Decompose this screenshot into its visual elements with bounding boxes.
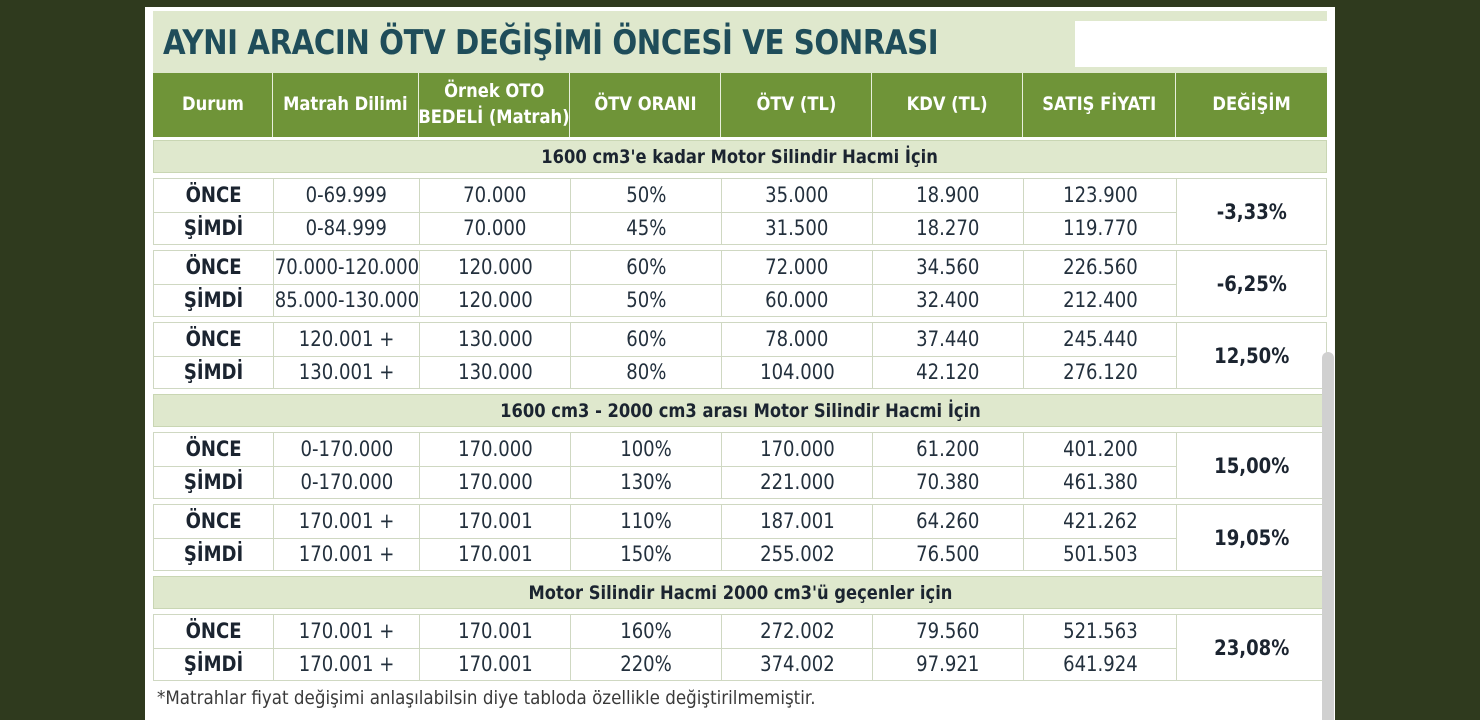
- table-row: [154, 356, 1177, 389]
- cell-otv-orani: 220%: [571, 649, 722, 681]
- cell-kdv-tl: 18.270: [873, 213, 1024, 245]
- cell-kdv-tl: 70.380: [873, 467, 1024, 499]
- header-kdv-tl: KDV (TL): [872, 73, 1023, 137]
- header-durum: Durum: [153, 73, 273, 137]
- cell-satis-fiyati: 245.440: [1024, 323, 1177, 356]
- cell-satis-fiyati: 276.120: [1024, 357, 1177, 389]
- cell-otv-orani: 50%: [571, 285, 722, 317]
- cell-durum: ŞİMDİ: [154, 467, 274, 499]
- comparison-group: [153, 504, 1327, 571]
- cell-matrah-dilimi: 130.001 +: [274, 357, 420, 389]
- cell-satis-fiyati: 226.560: [1024, 251, 1177, 284]
- cell-otv-tl: 221.000: [722, 467, 873, 499]
- cell-matrah-dilimi: 170.001 +: [274, 505, 420, 538]
- section-title: 1600 cm3'e kadar Motor Silindir Hacmi İçin: [541, 145, 939, 168]
- cell-durum: ŞİMDİ: [154, 357, 274, 389]
- cell-otv-tl: 35.000: [722, 179, 873, 212]
- title-bar: [153, 11, 1327, 73]
- cell-ornek-bedel: 130.000: [420, 323, 571, 356]
- cell-kdv-tl: 32.400: [873, 285, 1024, 317]
- cell-satis-fiyati: 461.380: [1024, 467, 1177, 499]
- cell-kdv-tl: 97.921: [873, 649, 1024, 681]
- cell-kdv-tl: 42.120: [873, 357, 1024, 389]
- comparison-group: [153, 250, 1327, 317]
- section-title: Motor Silindir Hacmi 2000 cm3'ü geçenler için: [528, 581, 952, 604]
- cell-otv-orani: 110%: [571, 505, 722, 538]
- cell-otv-orani: 50%: [571, 179, 722, 212]
- cell-durum: ÖNCE: [154, 615, 274, 648]
- cell-satis-fiyati: 421.262: [1024, 505, 1177, 538]
- cell-matrah-dilimi: 0-84.999: [274, 213, 420, 245]
- cell-kdv-tl: 34.560: [873, 251, 1024, 284]
- cell-matrah-dilimi: 170.001 +: [274, 649, 420, 681]
- cell-satis-fiyati: 212.400: [1024, 285, 1177, 317]
- section-header: [153, 140, 1327, 173]
- comparison-group: [153, 322, 1327, 389]
- cell-ornek-bedel: 120.000: [420, 285, 571, 317]
- table-header: [153, 73, 1327, 137]
- cell-otv-tl: 272.002: [722, 615, 873, 648]
- cell-ornek-bedel: 170.001: [420, 539, 571, 571]
- cell-degisim: 15,00%: [1213, 453, 1290, 478]
- header-ornek-oto-bedeli: [419, 73, 570, 137]
- header-ornek-line2: BEDELİ (Matrah): [418, 106, 570, 128]
- cell-durum: ŞİMDİ: [154, 539, 274, 571]
- cell-degisim: 12,50%: [1213, 343, 1290, 368]
- table-row: [154, 433, 1177, 466]
- cell-kdv-tl: 18.900: [873, 179, 1024, 212]
- cell-otv-orani: 60%: [571, 323, 722, 356]
- cell-matrah-dilimi: 170.001 +: [274, 615, 420, 648]
- cell-otv-orani: 80%: [571, 357, 722, 389]
- cell-durum: ÖNCE: [154, 251, 274, 284]
- cell-degisim: 23,08%: [1213, 635, 1290, 660]
- header-otv-tl: ÖTV (TL): [721, 73, 872, 137]
- cell-satis-fiyati: 501.503: [1024, 539, 1177, 571]
- cell-otv-orani: 150%: [571, 539, 722, 571]
- section-header: [153, 394, 1327, 427]
- header-matrah-dilimi: Matrah Dilimi: [273, 73, 419, 137]
- cell-otv-tl: 255.002: [722, 539, 873, 571]
- cell-matrah-dilimi: 120.001 +: [274, 323, 420, 356]
- cell-kdv-tl: 76.500: [873, 539, 1024, 571]
- cell-ornek-bedel: 70.000: [420, 179, 571, 212]
- cell-durum: ÖNCE: [154, 505, 274, 538]
- cell-matrah-dilimi: 85.000-130.000: [274, 285, 420, 317]
- table-card: [145, 7, 1335, 720]
- scrollbar[interactable]: [1322, 352, 1334, 720]
- cell-otv-tl: 60.000: [722, 285, 873, 317]
- footnote: *Matrahlar fiyat değişimi anlaşılabilsin diye tabloda özellikle değiştirilmemiştir.: [157, 687, 816, 709]
- cell-ornek-bedel: 170.000: [420, 433, 571, 466]
- cell-durum: ÖNCE: [154, 179, 274, 212]
- cell-matrah-dilimi: 0-170.000: [274, 467, 420, 499]
- cell-satis-fiyati: 401.200: [1024, 433, 1177, 466]
- comparison-group: [153, 432, 1327, 499]
- cell-ornek-bedel: 120.000: [420, 251, 571, 284]
- cell-durum: ÖNCE: [154, 433, 274, 466]
- cell-satis-fiyati: 123.900: [1024, 179, 1177, 212]
- cell-otv-orani: 160%: [571, 615, 722, 648]
- page-title: AYNI ARACIN ÖTV DEĞİŞİMİ ÖNCESİ VE SONRASI: [163, 23, 939, 63]
- cell-ornek-bedel: 170.001: [420, 649, 571, 681]
- cell-degisim: -3,33%: [1216, 199, 1287, 224]
- table-row: [154, 179, 1177, 212]
- cell-ornek-bedel: 170.001: [420, 615, 571, 648]
- cell-otv-tl: 78.000: [722, 323, 873, 356]
- cell-kdv-tl: 61.200: [873, 433, 1024, 466]
- table-row: [154, 323, 1177, 356]
- cell-matrah-dilimi: 70.000-120.000: [274, 251, 420, 284]
- cell-kdv-tl: 79.560: [873, 615, 1024, 648]
- cell-otv-tl: 374.002: [722, 649, 873, 681]
- cell-ornek-bedel: 170.001: [420, 505, 571, 538]
- table-row: [154, 615, 1177, 648]
- cell-otv-orani: 60%: [571, 251, 722, 284]
- cell-kdv-tl: 64.260: [873, 505, 1024, 538]
- cell-matrah-dilimi: 0-69.999: [274, 179, 420, 212]
- table-row: [154, 648, 1177, 681]
- cell-otv-orani: 130%: [571, 467, 722, 499]
- cell-degisim: 19,05%: [1213, 525, 1290, 550]
- cell-durum: ŞİMDİ: [154, 285, 274, 317]
- header-ornek-line1: Örnek OTO: [443, 80, 545, 103]
- cell-otv-tl: 31.500: [722, 213, 873, 245]
- cell-otv-tl: 72.000: [722, 251, 873, 284]
- header-satis-fiyati: SATIŞ FİYATI: [1023, 73, 1176, 137]
- cell-otv-tl: 170.000: [722, 433, 873, 466]
- cell-durum: ŞİMDİ: [154, 649, 274, 681]
- comparison-group: [153, 614, 1327, 681]
- cell-ornek-bedel: 170.000: [420, 467, 571, 499]
- header-degisim: DEĞİŞİM: [1212, 93, 1291, 116]
- table-row: [154, 538, 1177, 571]
- cell-otv-orani: 100%: [571, 433, 722, 466]
- table-row: [154, 251, 1177, 284]
- cell-kdv-tl: 37.440: [873, 323, 1024, 356]
- cell-satis-fiyati: 521.563: [1024, 615, 1177, 648]
- comparison-group: [153, 178, 1327, 245]
- cell-matrah-dilimi: 170.001 +: [274, 539, 420, 571]
- table-row: [154, 466, 1177, 499]
- cell-otv-tl: 104.000: [722, 357, 873, 389]
- table-row: [154, 505, 1177, 538]
- cell-ornek-bedel: 70.000: [420, 213, 571, 245]
- cell-otv-orani: 45%: [571, 213, 722, 245]
- cell-durum: ŞİMDİ: [154, 213, 274, 245]
- cell-matrah-dilimi: 0-170.000: [274, 433, 420, 466]
- cell-otv-tl: 187.001: [722, 505, 873, 538]
- section-title: 1600 cm3 - 2000 cm3 arası Motor Silindir Hacmi İçin: [499, 399, 981, 422]
- cell-satis-fiyati: 119.770: [1024, 213, 1177, 245]
- cell-durum: ÖNCE: [154, 323, 274, 356]
- cell-ornek-bedel: 130.000: [420, 357, 571, 389]
- table-row: [154, 284, 1177, 317]
- redacted-area: [1075, 21, 1333, 67]
- table-row: [154, 212, 1177, 245]
- section-header: [153, 576, 1327, 609]
- header-otv-orani: ÖTV ORANI: [570, 73, 721, 137]
- cell-degisim: -6,25%: [1216, 271, 1287, 296]
- cell-satis-fiyati: 641.924: [1024, 649, 1177, 681]
